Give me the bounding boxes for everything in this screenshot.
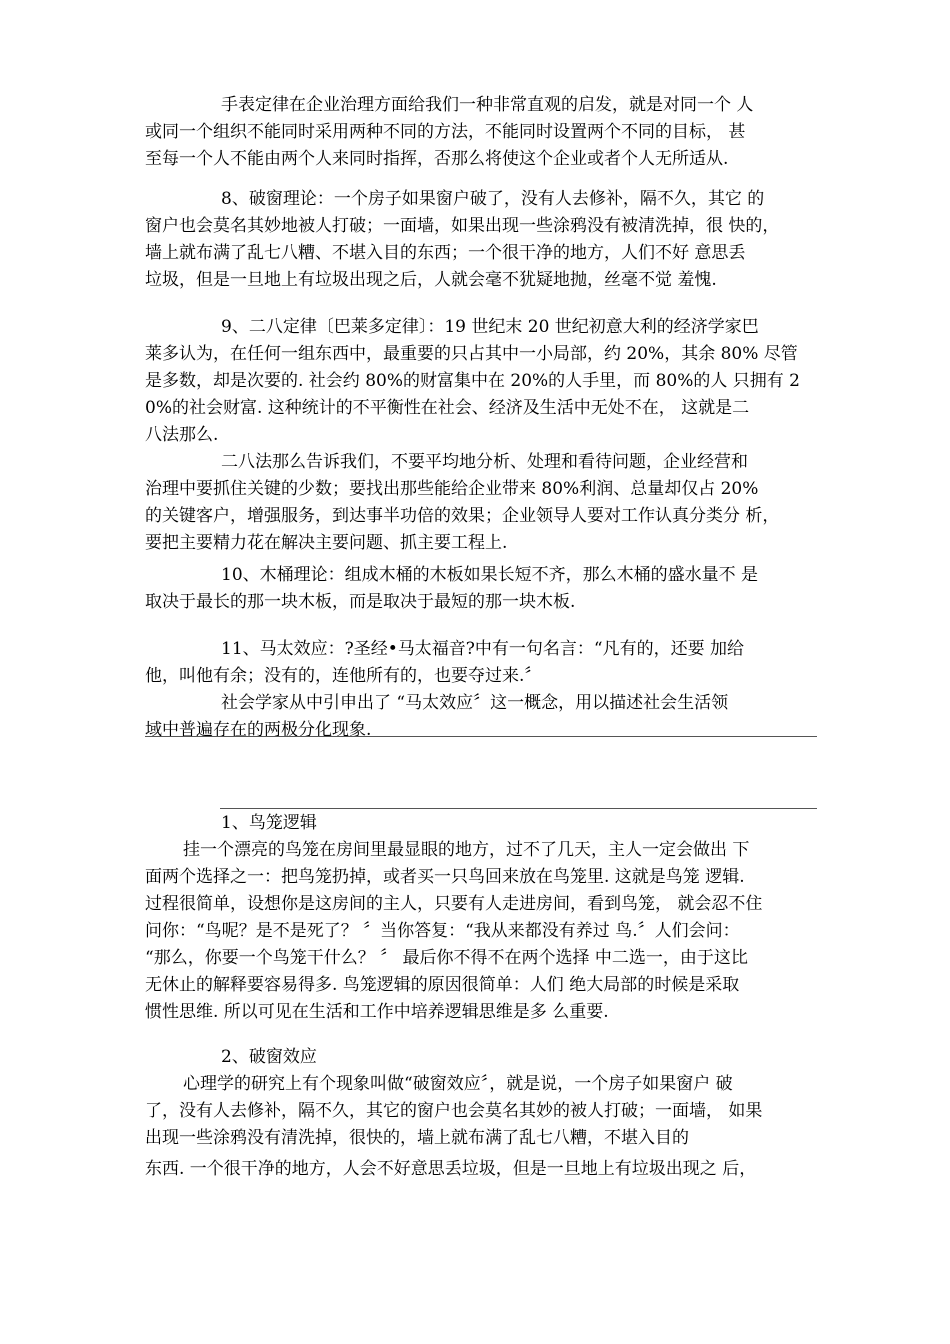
text-line: 二八法那么告诉我们，不要平均地分析、处理和看待问题，企业经营和 [221,452,748,472]
paragraph-block [145,810,825,1026]
paragraph-block [145,636,825,744]
text-line: 10、木桶理论：组成木桶的木板如果长短不齐，那么木桶的盛水量不 是 [221,565,759,585]
text-line: 心理学的研究上有个现象叫做“破窗效应〞，就是说，一个房子如果窗户 破 [183,1074,733,1094]
text-line: 11、马太效应：?圣经•马太福音?中有一句名言：“凡有的，还要 加给 [221,639,744,659]
text-line: 2、破窗效应 [221,1047,317,1067]
text-line: 8、破窗理论：一个房子如果窗户破了，没有人去修补，隔不久，其它 的 [221,189,765,209]
text-line: 墙上就布满了乱七八糟、不堪入目的东西；一个很干净的地方，人们不好 意思丢 [145,243,746,263]
text-line: 或同一个组织不能同时采用两种不同的方法，不能同时设置两个不同的目标， 甚 [145,122,746,142]
text-line: 惯性思维. 所以可见在生活和工作中培养逻辑思维是多 么重要. [145,1002,609,1022]
paragraph-block [145,1044,825,1152]
text-line: 手表定律在企业治理方面给我们一种非常直观的启发，就是对同一个 人 [221,95,754,115]
text-line: 至每一个人不能由两个人来同时指挥，否那么将使这个企业或者个人无所适从. [145,149,729,169]
text-line: 无休止的解释要容易得多. 鸟笼逻辑的原因很简单：人们 绝大局部的时候是采取 [145,975,740,995]
text-line: 要把主要精力花在解决主要问题、抓主要工程上. [145,533,508,553]
paragraph-block [145,92,825,173]
text-line: 垃圾，但是一旦地上有垃圾出现之后，人就会毫不犹疑地抛，丝毫不觉 羞愧. [145,270,717,290]
text-line: 域中普遍存在的两极分化现象. [145,720,372,740]
text-line: 了，没有人去修补，隔不久，其它的窗户也会莫名其妙的被人打破；一面墙， 如果 [145,1101,763,1121]
text-line: 挂一个漂亮的鸟笼在房间里最显眼的地方，过不了几天，主人一定会做出 下 [183,840,750,860]
text-line: 过程很简单，设想你是这房间的主人，只要有人走进房间，看到鸟笼， 就会忍不住 [145,894,763,914]
text-line: 是多数，却是次要的. 社会约 80%的财富集中在 20%的人手里，而 80%的人 只拥有 2 [145,371,800,391]
paragraph-block [145,186,825,294]
text-line: 取决于最长的那一块木板，而是取决于最短的那一块木板. [145,592,576,612]
text-line: 八法那么. [145,425,219,445]
text-line: 0%的社会财富. 这种统计的不平衡性在社会、经济及生活中无处不在， 这就是二 [145,398,750,418]
section-divider-short [220,808,817,809]
text-line: 东西. 一个很干净的地方，人会不好意思丢垃圾，但是一旦地上有垃圾出现之 后， [145,1159,757,1179]
text-line: 1、鸟笼逻辑 [221,813,317,833]
text-line: 窗户也会莫名其妙地被人打破；一面墙，如果出现一些涂鸦没有被清洗掉，很 快的， [145,216,780,236]
text-line: 问你：“鸟呢？是不是死了？ 〞当你答复：“我从来都没有养过 鸟.〞人们会问： [145,921,740,941]
text-line: “那么，你要一个鸟笼干什么？ 〞 最后你不得不在两个选择 中二选一，由于这比 [145,948,748,968]
text-line: 面两个选择之一：把鸟笼扔掉，或者买一只鸟回来放在鸟笼里. 这就是鸟笼 逻辑. [145,867,745,887]
paragraph-block [145,314,825,557]
text-line: 他，叫他有余；没有的，连他所有的，也要夺过来.〞 [145,666,542,686]
section-divider-full [145,736,817,737]
text-line: 的关键客户，增强服务，到达事半功倍的效果；企业领导人要对工作认真分类分 析， [145,506,780,526]
text-line: 治理中要抓住关键的少数；要找出那些能给企业带来 80%利润、总量却仅占 20% [145,479,759,499]
paragraph-block [145,1156,825,1183]
text-line: 出现一些涂鸦没有清洗掉，很快的，墙上就布满了乱七八糟，不堪入目的 [145,1128,689,1148]
text-line: 9、二八定律〔巴莱多定律〕：19 世纪末 20 世纪初意大利的经济学家巴 [221,317,759,337]
paragraph-block [145,562,825,616]
text-line: 莱多认为，在任何一组东西中，最重要的只占其中一小局部，约 20%，其余 80% 尽管 [145,344,798,364]
text-line: 社会学家从中引申出了 “马太效应〞这一概念，用以描述社会生活领 [221,693,729,713]
